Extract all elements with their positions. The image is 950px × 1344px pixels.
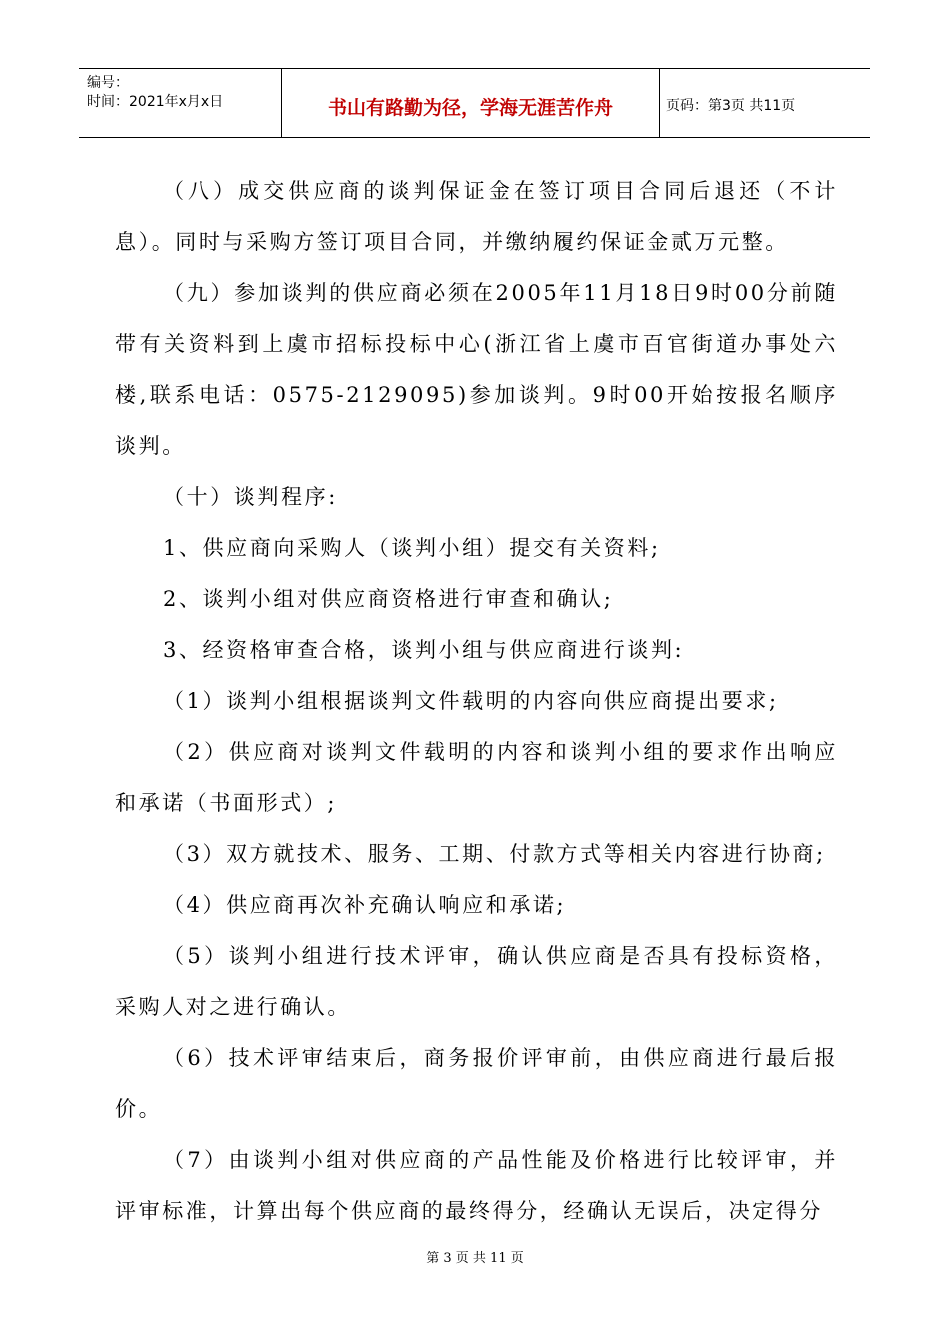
procedure-step-2: 2、谈判小组对供应商资格进行审查和确认; xyxy=(163,587,614,611)
sub-step-6: （6）技术评审结束后，商务报价评审前，由供应商进行最后报价。 xyxy=(115,1046,838,1121)
sub-step-7: （7）由谈判小组对供应商的产品性能及价格进行比较评审，并评审标准，计算出每个供应商的最终得分，经确认无误后，决定得分 xyxy=(115,1148,838,1223)
header-table xyxy=(79,68,870,138)
procedure-step-3: 3、经资格审查合格，谈判小组与供应商进行谈判: xyxy=(163,638,685,662)
time-label: 时间：2021年x月x日 xyxy=(87,94,224,110)
header-meta-cell xyxy=(79,69,282,137)
page-footer: 第 3 页 共 11 页 xyxy=(426,1251,524,1266)
sub-step-3: （3）双方就技术、服务、工期、付款方式等相关内容进行协商; xyxy=(163,842,826,866)
paragraph-9: （九）参加谈判的供应商必须在2005年11月18日9时00分前随带有关资料到上虞市招标投标中心(浙江省上虞市百官街道办事处六楼,联系电话：0575-2129095)参加谈判。9时00开始按报名顺序谈判。 xyxy=(115,281,838,458)
sub-step-2: （2）供应商对谈判文件载明的内容和谈判小组的要求作出响应和承诺（书面形式）; xyxy=(115,740,838,815)
paragraph-10: （十）谈判程序: xyxy=(163,485,338,509)
sub-step-5: （5）谈判小组进行技术评审，确认供应商是否具有投标资格，采购人对之进行确认。 xyxy=(115,944,838,1019)
sub-step-4: （4）供应商再次补充确认响应和承诺; xyxy=(163,893,567,917)
sub-step-1: （1）谈判小组根据谈判文件载明的内容向供应商提出要求; xyxy=(163,689,779,713)
procedure-step-1: 1、供应商向采购人（谈判小组）提交有关资料; xyxy=(163,536,661,560)
paragraph-8: （八）成交供应商的谈判保证金在签订项目合同后退还（不计息）。同时与采购方签订项目合同，并缴纳履约保证金贰万元整。 xyxy=(115,179,838,254)
page-info: 页码：第3页 共11页 xyxy=(666,98,796,114)
document-body xyxy=(115,166,838,1237)
header-motto-cell xyxy=(282,69,660,137)
header-page-cell xyxy=(660,69,870,137)
number-label: 编号： xyxy=(87,75,129,91)
motto: 书山有路勤为径，学海无涯苦作舟 xyxy=(327,97,613,119)
